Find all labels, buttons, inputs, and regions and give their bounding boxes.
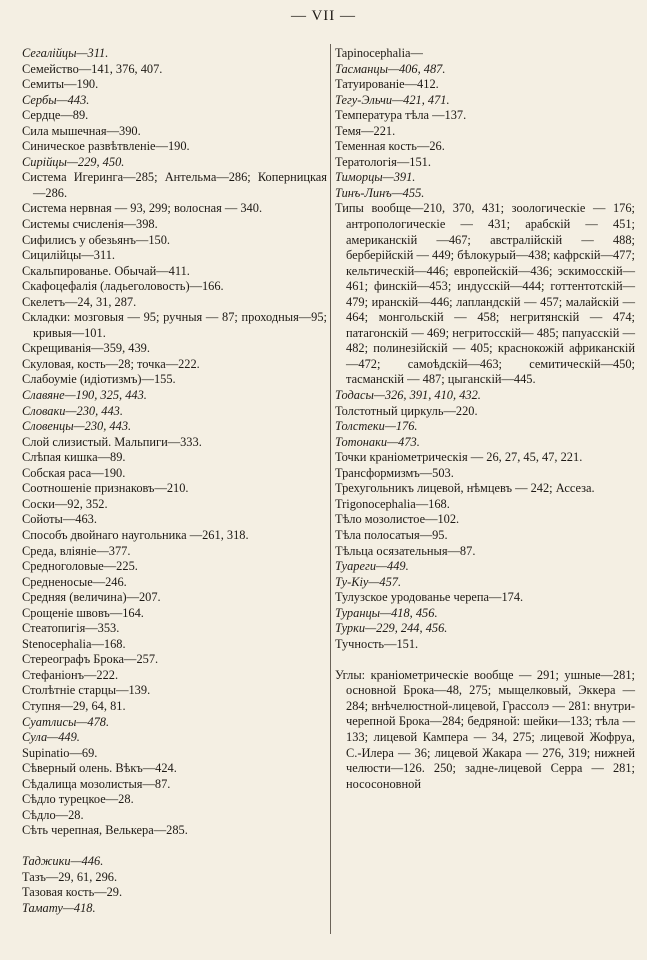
index-entry: Ступня—29, 64, 81.: [22, 698, 126, 713]
index-entry: Словенцы—230, 443.: [22, 419, 132, 434]
index-entry: Тератологія—151.: [335, 154, 431, 169]
index-entry: Сѣдло—28.: [22, 807, 84, 822]
index-entry: Соотношеніе признаковъ—210.: [22, 481, 189, 496]
index-entry: Синическое развѣтвленіе—190.: [22, 139, 190, 154]
index-entry: Теменная кость—26.: [335, 139, 445, 154]
index-entry: Средноголовые—225.: [22, 559, 138, 574]
index-entry: Турки—229, 244, 456.: [335, 621, 448, 636]
index-entry: Supinatio—69.: [22, 745, 98, 760]
index-entry: Точки краніометрическія — 26, 27, 45, 47, 221.: [335, 450, 583, 465]
index-entry: Слой слизистый. Мальпиги—333.: [22, 434, 202, 449]
index-entry: Типы вообще—210, 370, 431; зоологическіе — 176; антропологическіе — 431; арабскій — 451; американскій —467; австралійскій — 488; берберійскій — 449; бѣлокурый—438; кафрскій—477; кельтическій—446; европейскій—436; эскимосскій— 461; финскій—453; индусскій—444; готтентотскій—479; иранскій—446; лапландскій — 457; малайскій — 464; монгольскій — 458; негритянскій — 474; патагонскій — 469; негритосскій— 485; папуасскій — 482; полинезійскій — 405; краснокожій африканскій—472; самоѣдскій—463; семитическій—450; тасманскій — 487; цыганскій—445.: [335, 201, 635, 387]
index-entry: Семиты—190.: [22, 77, 99, 92]
index-entry: Сердце—89.: [22, 108, 89, 123]
index-entry: Сила мышечная—390.: [22, 123, 141, 138]
index-entry: Срощеніе швовъ—164.: [22, 605, 144, 620]
index-entry: Скрещиванія—359, 439.: [22, 341, 150, 356]
index-entry: Система Игеринга—285; Антельма—286; Коперницкая—286.: [22, 170, 327, 200]
index-entry: Таджики—446.: [22, 854, 104, 869]
index-entry: Столѣтніе старцы—139.: [22, 683, 151, 698]
index-entry: Стереографъ Брока—257.: [22, 652, 159, 667]
index-entry: Сирійцы—229, 450.: [22, 154, 125, 169]
index-entry: Тучность—151.: [335, 636, 419, 651]
index-entry: Система нервная — 93, 299; волосная — 340.: [22, 201, 263, 216]
index-entry: Соски—92, 352.: [22, 496, 108, 511]
index-entry: Тѣла полосатыя—95.: [335, 527, 448, 542]
index-entry: Сифилисъ у обезьянъ—150.: [22, 232, 171, 247]
index-entry: Средняя (величина)—207.: [22, 590, 161, 605]
index-entry: Стефаніонъ—222.: [22, 667, 119, 682]
page-number: — VII —: [290, 8, 357, 24]
index-entry: Способъ двойнаго наугольника —261, 318.: [22, 527, 249, 542]
index-entry: Туареги—449.: [335, 559, 409, 574]
index-entry: Скальпированье. Обычай—411.: [22, 263, 190, 278]
index-entry: Суатлисы—478.: [22, 714, 110, 729]
index-entry: Тамату—418.: [22, 901, 96, 916]
left-index-column: [22, 46, 327, 917]
index-entry: Углы: краніометрическіе вообще — 291; ушные—281; основной Брока—48, 275; мыщелковый, Эккера — 284; внѣчелюстной-лицевой, Грассолэ — 281: внутри-черепной Брока—284; бедряной: шейки—133; тѣла — 133; лицевой Кампера — 34, 275; лицевой Жофруа, С.-Илера — 36; лицевой Жакара — 276, 319; нижней челюсти—126. 250; задне-лицевой Серра — 281; нососоновной: [335, 667, 635, 791]
index-entry: Толстеки—176.: [335, 419, 418, 434]
index-entry: Складки: мозговыя — 95; ручныя — 87; проходныя—95; кривыя—101.: [22, 310, 327, 340]
index-entry: Темя—221.: [335, 123, 396, 138]
index-entry: Слѣпая кишка—89.: [22, 450, 126, 465]
index-entry: Системы счисленія—398.: [22, 217, 158, 232]
index-entry: Сѣдло турецкое—28.: [22, 792, 134, 807]
index-entry: Сербы—443.: [22, 92, 90, 107]
index-entry: Тотонаки—473.: [335, 434, 420, 449]
index-entry: Ту-Кіу—457.: [335, 574, 402, 589]
index-entry: Сойоты—463.: [22, 512, 97, 527]
index-entry: Сула—449.: [22, 730, 80, 745]
index-entry: Средненосые—246.: [22, 574, 127, 589]
index-entry: Тѣло мозолистое—102.: [335, 512, 460, 527]
index-entry: Тасманцы—406, 487.: [335, 61, 446, 76]
index-entry: Толстотный циркуль—220.: [335, 403, 478, 418]
index-entry: Тѣльца осязательныя—87.: [335, 543, 476, 558]
index-entry: Тиморцы—391.: [335, 170, 416, 185]
index-entry: Трехугольникъ лицевой, нѣмцевъ — 242; Ассеза.: [335, 481, 595, 496]
index-entry: Тулузское уродованье черепа—174.: [335, 590, 524, 605]
index-entry: Скелетъ—24, 31, 287.: [22, 294, 137, 309]
index-entry: Tapinocephalia—: [335, 46, 423, 60]
index-entry: Тазъ—29, 61, 296.: [22, 869, 118, 884]
index-entry: Trigonocephalia—168.: [335, 496, 450, 511]
index-entry: Словаки—230, 443.: [22, 403, 123, 418]
index-entry: Сѣверный олень. Вѣкъ—424.: [22, 761, 177, 776]
index-entry: Татуированіе—412.: [335, 77, 439, 92]
index-entry: Тегу-Эльчи—421, 471.: [335, 92, 450, 107]
index-entry: Среда, вліяніе—377.: [22, 543, 131, 558]
index-entry: Сицилійцы—311.: [22, 248, 115, 263]
index-entry: Скафоцефалія (ладьеголовость)—166.: [22, 279, 224, 294]
index-entry: Сѣть черепная, Велькера—285.: [22, 823, 188, 838]
index-entry: Stenocephalia—168.: [22, 636, 126, 651]
index-entry: Семейство—141, 376, 407.: [22, 61, 163, 76]
index-entry: Собская раса—190.: [22, 465, 126, 480]
index-entry: Трансформизмъ—503.: [335, 465, 454, 480]
index-entry: Тинъ-Линъ—455.: [335, 185, 425, 200]
index-entry: Туранцы—418, 456.: [335, 605, 438, 620]
index-entry: Сѣдалища мозолистыя—87.: [22, 776, 171, 791]
index-entry: Скуловая, кость—28; точка—222.: [22, 356, 200, 371]
right-index-column: [335, 46, 635, 792]
column-divider: [330, 44, 331, 934]
index-entry: Слабоумiе (идіотизмъ)—155.: [22, 372, 176, 387]
index-entry: Сегалійцы—311.: [22, 46, 109, 60]
index-entry: Славяне—190, 325, 443.: [22, 388, 147, 403]
index-entry: Стеатопигія—353.: [22, 621, 120, 636]
index-entry: Тазовая кость—29.: [22, 885, 123, 900]
index-entry: Тодасы—326, 391, 410, 432.: [335, 388, 481, 403]
index-entry: Температура тѣла —137.: [335, 108, 467, 123]
